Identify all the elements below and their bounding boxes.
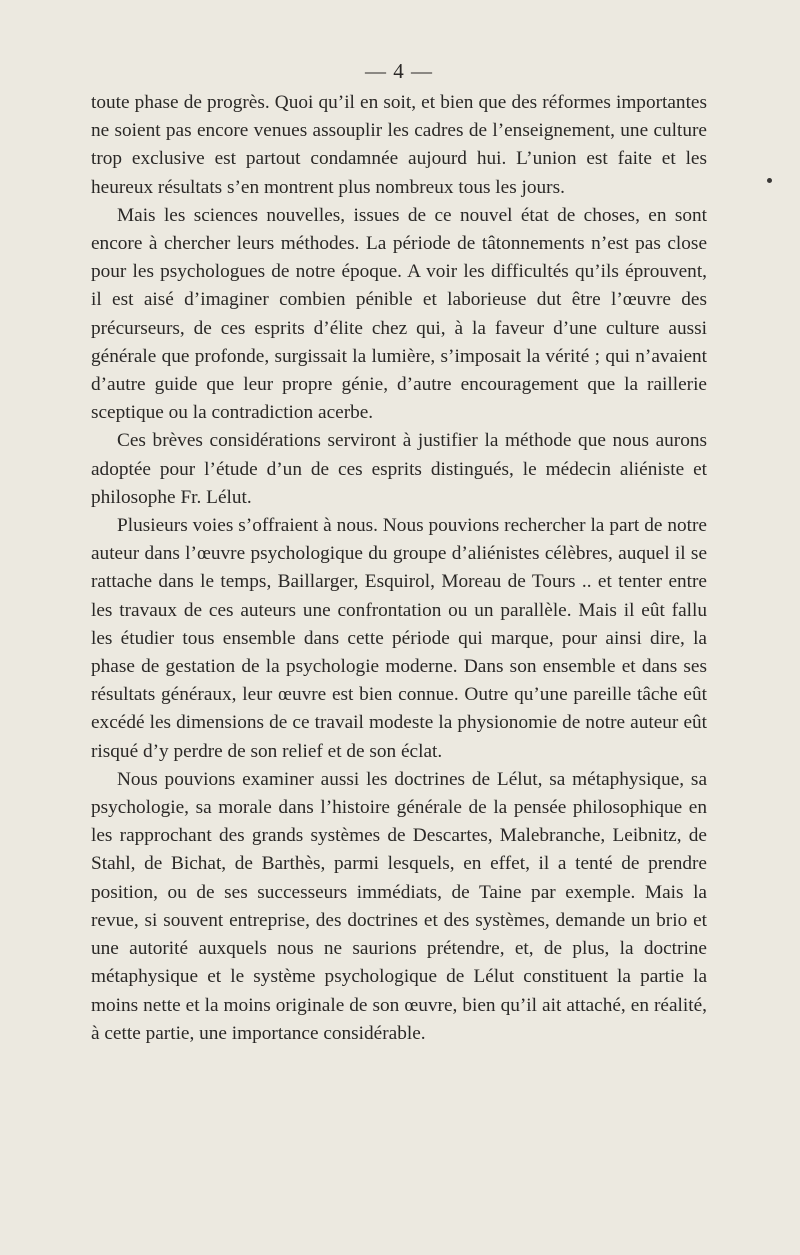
paragraph-4: Plusieurs voies s’offraient à nous. Nous pouvions rechercher la part de notre auteur dans l’œuvre psychologique du groupe d’aliénistes célèbres, auquel il se rattache dans le temps, Baillarger, Esquirol, Moreau de Tours .. et tenter entre les travaux de ces auteurs une confrontation ou un parallèle. Mais il eût fallu les étudier tous ensemble dans cette période qui marque, pour ainsi dire, la phase de gestation de la psychologie moderne. Dans son ensemble et dans ses résultats généraux, leur œuvre est bien connue. Outre qu’une pareille tâche eût excédé les dimensions de ce travail modeste la physionomie de notre auteur eût risqué d’y perdre de son relief et de son éclat. [91,515,707,762]
ink-speck [767,178,772,183]
paragraph-3: Ces brèves considérations serviront à justifier la méthode que nous aurons adoptée pour l’étude d’un de ces esprits distingués, le médecin aliéniste et philosophe Fr. Lélut. [91,430,707,508]
body-text [91,89,707,1048]
paragraph-1: toute phase de progrès. Quoi qu’il en soit, et bien que des réformes importantes ne soient pas encore venues assouplir les cadres de l’enseignement, une culture trop exclusive est partout condamnée aujourd hui. L’union est faite et les heureux résultats s’en montrent plus nombreux tous les jours. [91,92,707,198]
paragraph-5: Nous pouvions examiner aussi les doctrines de Lélut, sa métaphysique, sa psychologie, sa morale dans l’histoire générale de la pensée philosophique en les rapprochant des grands systèmes de Descartes, Malebranche, Leibnitz, de Stahl, de Bichat, de Barthès, parmi lesquels, en effet, il a tenté de prendre position, ou de ses successeurs immédiats, de Taine par exemple. Mais la revue, si souvent entreprise, des doctrines et des systèmes, demande un brio et une autorité auxquels nous ne saurions prétendre, et, de plus, la doctrine métaphysique et le système psychologique de Lélut constituent la partie la moins nette et la moins originale de son œuvre, bien qu’il ait attaché, en réalité, à cette partie, une importance considérable. [91,768,707,1044]
page-number: — 4 — [365,59,433,83]
paragraph-2: Mais les sciences nouvelles, issues de ce nouvel état de choses, en sont encore à chercher leurs méthodes. La période de tâtonnements n’est pas close pour les psychologues de notre époque. A voir les difficultés qu’ils éprouvent, il est aisé d’imaginer combien pénible et laborieuse dut être l’œuvre des précurseurs, de ces esprits d’élite chez qui, à la faveur d’une culture aussi générale que profonde, surgissait la lumière, s’imposait la vérité ; qui n’avaient d’autre guide que leur propre génie, d’autre encouragement que la raillerie sceptique ou la contradiction acerbe. [91,204,707,424]
